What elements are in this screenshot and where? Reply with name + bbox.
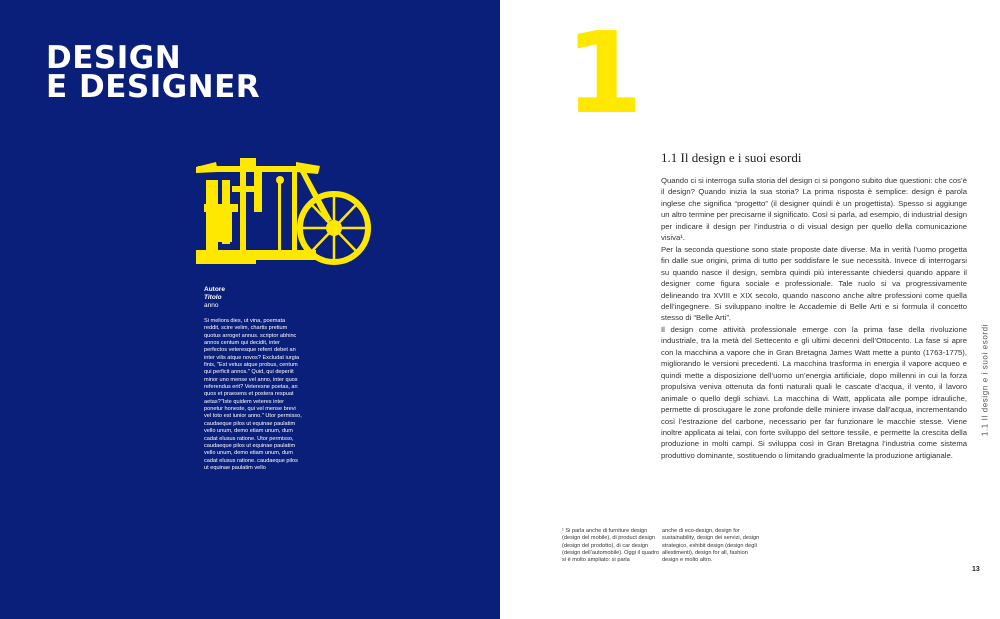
body-paragraph: Quando ci si interroga sulla storia del design ci si pongono subito due questioni: che cos’è il design? Quando inizia la sua storia? La prima risposta è semplice: design è parola inglese che significa “progetto” (il designer quindi è un progettista). Spesso si aggiunge un altro termine per precisarne il significato. Così si parla, ad esempio, di industrial design per indicare il design per l’industria o di visual design per quello della comunicazione visiva¹. [661, 176, 967, 243]
page-number: 13 [972, 566, 980, 573]
body-paragraph: Il design come attività professionale emerge con la prima fase della rivoluzione industriale, tra la metà del Settecento e gli ultimi decenni dell’Ottocento. La fase si apre con la macchina a vapore che in Gran Bretagna James Watt mette a punto (1763-1775), migliorando le versioni precedenti. La macchina trasforma in energia il vapore acqueo e quindi mette a disposizione dell’uomo un’energia artificiale, dopo millenni in cui la forza propulsiva veniva ottenuta da fonti naturali quali le cascate d’acqua, il vento, il lavoro animale o quello degli schiavi. La macchina di Watt, applicata alle pompe idrauliche, permette di prosciugare le zone profonde delle miniere invase dall’acqua, incrementando così l’estrazione del carbone, necessario per far funzionare le macchie stesse. Viene inoltre applicata ai telai, con forte sviluppo del settore tessile, e permette la crescita della produzione in molti campi. Si sviluppa così in Gran Bretagna l’industria come sistema produttivo dominante, sostituendo o limitando gradualmente la produzione artigianale. [661, 324, 967, 460]
body-paragraph: Per la seconda questione sono state proposte date diverse. Ma in verità l’uomo progetta fin dalle sue origini, prima di tutto per soddisfare le sue necessità. Invece di interrogarsi su quando nasce il design, sembra quindi più interessante chiedersi quando appare il designer come figura sociale e professionale. Tale ruolo si va progressivamente delineando tra XVIII e XIX secolo, quando nascono anche altre professioni come quella dell’ingegnere. Si sviluppano inoltre le Accademie di Belle Arti e si formula il concetto stesso di “Belle Arti”. [661, 244, 967, 323]
steam-engine-icon [196, 150, 378, 268]
chapter-number: 1 [565, 9, 643, 139]
footnote-col1: ¹ Si parla anche di furniture design (design del mobile), di product design (design del prodotto), di car design (design dell’automobile). Oggi il quadro si è molto ampliato: si parla [562, 528, 660, 564]
running-head: 1.1 Il design e i suoi esordi [980, 323, 990, 437]
caption-year: anno [204, 302, 219, 309]
body-text [661, 175, 967, 461]
section-title: 1.1 Il design e i suoi esordi [661, 150, 802, 165]
sidebar-text: Si meliora dies, ut vina, poemata reddit, scire velim, chartis pretium quotus arroget annus. scriptor abhinc annos centum qui decidit, inter perfectos veteresque referri debet an inter vilis atque novos? Excludat iurgia finis, "Est vetus atque probus, centum qui perficit annos." Quid, qui deperiit minor uno mense vel anno, inter quos referendus erit? Veteresne poetas, an quos et praesens et postera respuat aetas?"Iste quidem veteres inter ponetur honeste, qui vel mense brevi vel toto est iunior anno." Utor permisso, caudaeque pilos ut equinae paulatim vello unum, demo etiam unum, dum cadat elusus ratione. Utor permisso, caudaeque pilos ut equinae paulatim vello unum, demo etiam unum, dum cadat elusus ratione. caudaeque pilos ut equinae paulatim vello [204, 318, 302, 471]
chapter-title [46, 40, 261, 105]
chapter-title-line2: E DESIGNER [46, 69, 261, 105]
caption-title: Titolo [204, 294, 222, 301]
footnote-col2: anche di eco-design, design for sustainability, design dei servizi, design strategico, exhibit design (design degli allestimenti), design for all, fashion design e molto altro. [662, 528, 760, 564]
caption-author: Autore [204, 286, 225, 293]
image-caption [204, 286, 225, 310]
chapter-title-line1: DESIGN [46, 40, 182, 76]
